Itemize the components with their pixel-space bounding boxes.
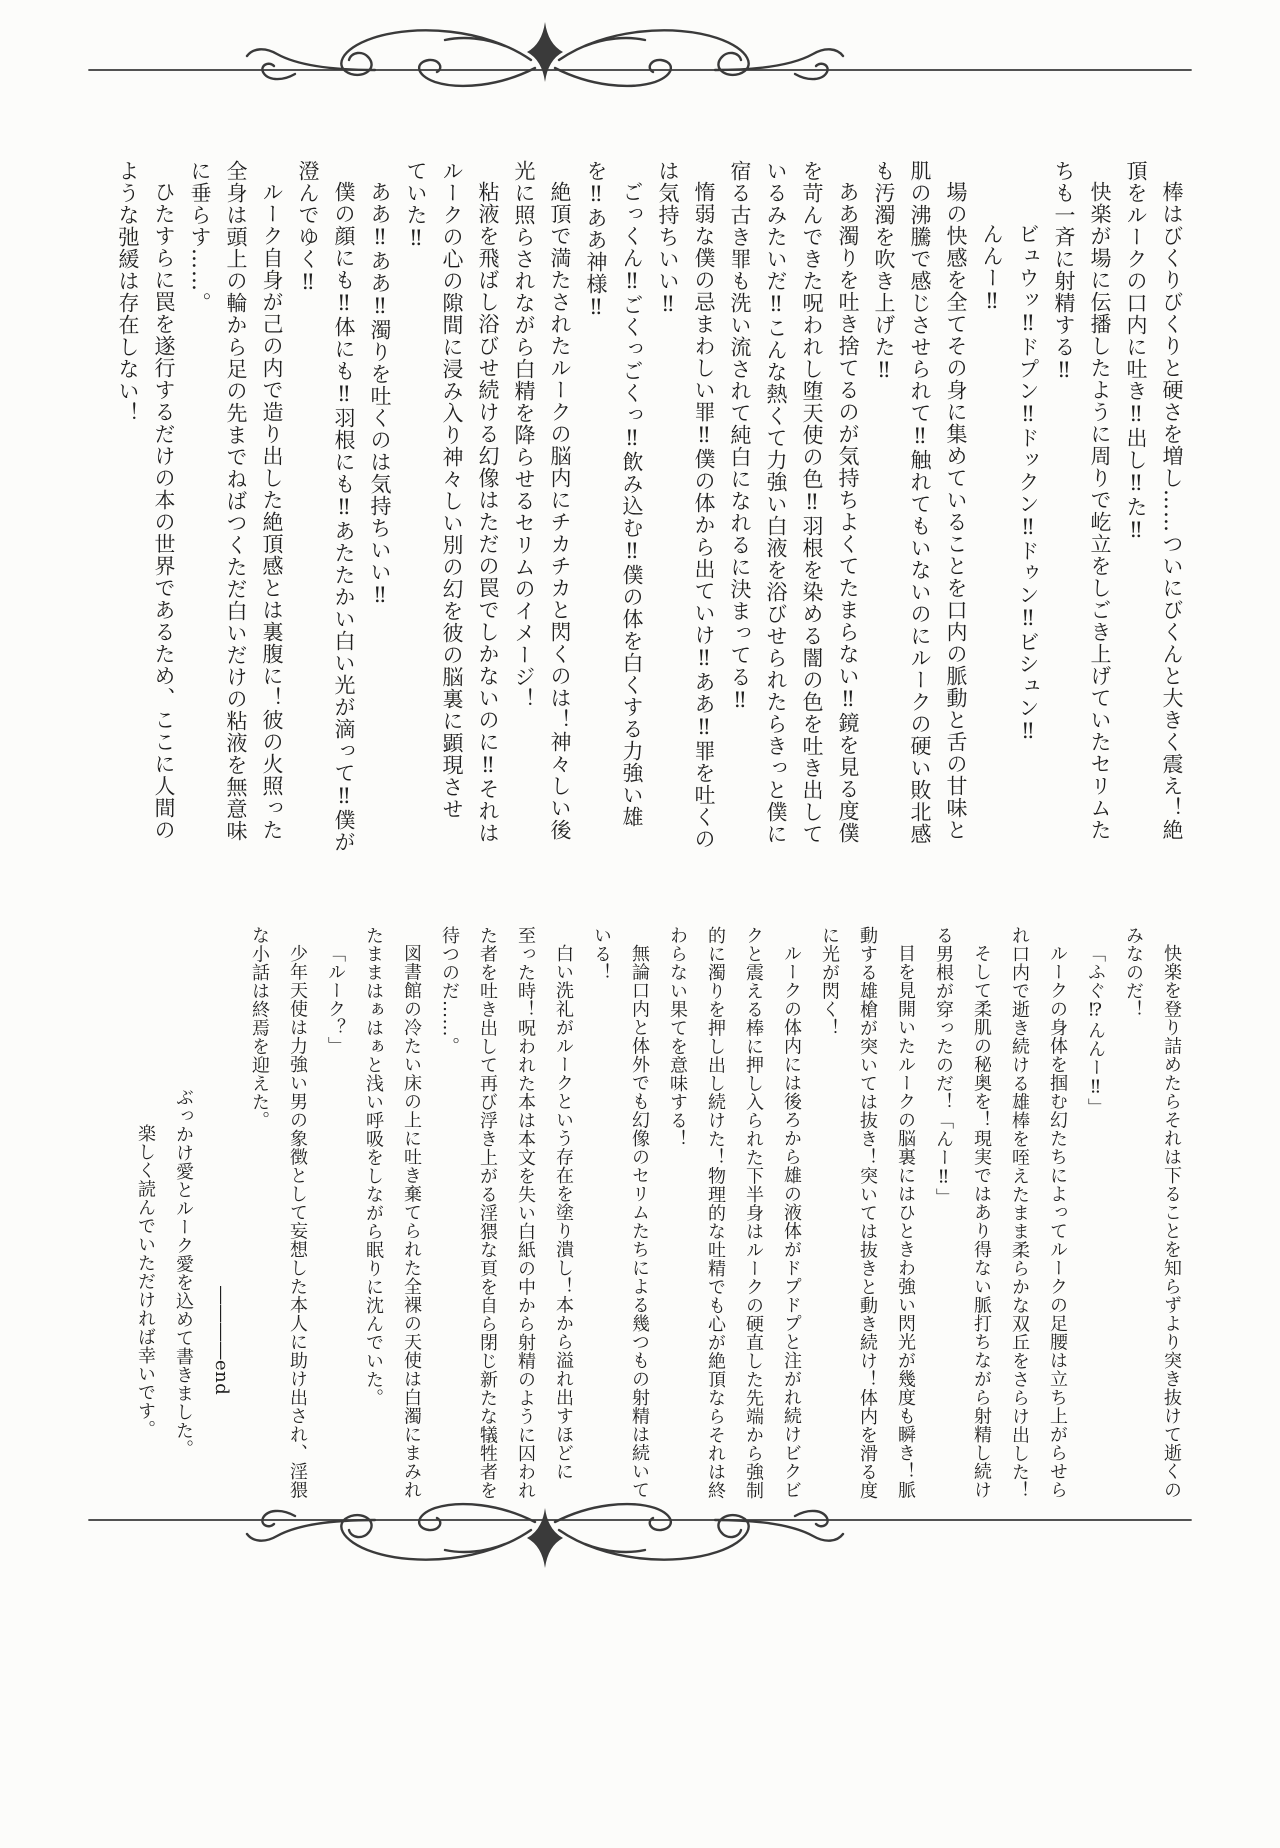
text-column: る男根が穿ったのだ！「んー‼」 [933,926,954,1207]
text-column: に垂らす……。 [188,160,212,314]
text-column: ルークの心の隙間に浸み入り神々しい別の幻を彼の脳裏に顕現させ [440,160,464,820]
text-column: 澄んでゆく‼ [296,160,320,295]
text-column: いるみたいだ‼こんな熱くて力強い白液を浴びせられたらきっと僕に [764,160,788,845]
lower-text-block [126,926,1190,1500]
text-column: ルークの身体を掴む幻たちによってルークの足腰は立ち上がらせら [1047,944,1068,1499]
text-column: 至った時！呪われた本は本文を失い白紙の中から射精のように囚われ [515,926,536,1500]
text-column: 少年天使は力強い男の象徴として妄想した本人に助け出され、淫猥 [287,944,308,1499]
text-column: 絶頂で満たされたルークの脳内にチカチカと閃くのは！神々しい後 [548,181,572,841]
center-star [527,1508,563,1568]
text-column: 肌の沸騰で感じさせられて‼触れてもいないのにルークの硬い敗北感 [908,160,932,845]
text-column: 的に濁りを押し出し続けた！物理的な吐精でも心が絶頂ならそれは終 [705,926,726,1500]
text-column: みなのだ！ [1123,926,1144,1019]
text-column: 粘液を飛ばし浴びせ続ける幻像はただの罠でしかないのに‼それは [476,181,500,844]
top-flourish-ornament [85,16,1195,96]
text-column: 宿る古き罪も洗い流されて純白になれるに決まってる‼ [728,160,752,713]
text-column: な小話は終焉を迎えた。 [249,926,270,1130]
text-column: たままはぁはぁと浅い呼吸をしながら眠りに沈んでいた。 [363,926,384,1407]
text-column: 僕の顔にも‼体にも‼羽根にも‼あたたかい白い光が滴って‼僕が [332,181,356,853]
text-column: に光が閃く！ [819,926,840,1037]
text-column: ああ‼ああ‼濁りを吐くのは気持ちいい‼ [368,181,392,608]
text-column: ような弛緩は存在しない！ [116,160,140,424]
text-column: ちも一斉に射精する‼ [1052,160,1076,383]
text-column: 頂をルークの口内に吐き‼出し‼た‼ [1124,160,1148,543]
text-column: は気持ちいい‼ [656,160,680,317]
afterword-column: 楽しく読んでいただければ幸いです。 [135,1124,156,1439]
text-column: 待つのだ……。 [439,926,460,1056]
text-column: ていた‼ [404,160,428,251]
text-column: 目を見開いたルークの脳裏にはひときわ強い閃光が幾度も瞬き！脈 [895,944,916,1499]
text-column: れ口内で逝き続ける雄棒を咥えたまま柔らかな双丘をさらけ出した！ [1009,926,1030,1500]
text-column: ビュウッ‼ドプン‼ドックン‼ドゥン‼ビシュン‼ [1016,223,1040,744]
text-column: 棒はびくりびくりと硬さを増し……ついにびくんと大きく震え！絶 [1160,181,1184,841]
end-marker: ――――end [211,1286,232,1396]
text-column: 白い洗礼がルークという存在を塗り潰し！本から溢れ出すほどに [553,944,574,1481]
text-column: ルーク自身が己の内で造り出した絶頂感とは裏腹に！彼の火照った [260,181,284,841]
text-column: を‼ああ神様‼ [584,160,608,320]
text-column: 場の快感を全てその身に集めていることを口内の脈動と舌の甘味と [944,181,968,841]
text-column: わらない果てを意味する！ [667,926,688,1148]
text-column: 「ふぐ⁉んんー‼」 [1085,944,1106,1117]
text-column: ルークの体内には後ろから雄の液体がドプドプと注がれ続けビクビ [781,944,802,1499]
text-column: を苛んできた呪われし堕天使の色‼羽根を染める闇の色を吐き出して [800,160,824,845]
text-column: 快楽を登り詰めたらそれは下ることを知らずより突き抜けて逝くの [1161,944,1182,1499]
text-column: 快楽が場に伝播したように周りで屹立をしごき上げていたセリムた [1088,181,1112,841]
upper-text-block [110,160,1190,853]
text-column: 光に照らされながら白精を降らせるセリムのイメージ！ [512,160,536,710]
afterword-column: ぶっかけ愛とルーク愛を込めて書きました。 [173,1088,194,1458]
text-column: ごっくん‼ごくっごくっ‼飲み込む‼僕の体を白くする力強い雄 [620,181,644,828]
text-column: いる！ [591,926,612,982]
text-column: 動する雄槍が突いては抜き！突いては抜きと動き続け！体内を滑る度 [857,926,878,1500]
text-column: 惰弱な僕の忌まわしい罪‼僕の体から出ていけ‼ああ‼罪を吐くの [692,181,716,850]
text-column: クと震える棒に押し入られた下半身はルークの硬直した先端から強制 [743,926,764,1500]
text-column: そして柔肌の秘奥を！現実ではあり得ない脈打ちながら射精し続け [971,944,992,1499]
center-star [527,22,563,82]
text-column: ああ濁りを吐き捨てるのが気持ちよくてたまらない‼鏡を見る度僕 [836,181,860,844]
text-column: んんー‼ [980,223,1004,314]
text-column: も汚濁を吹き上げた‼ [872,160,896,383]
text-column: 「ルーク？」 [325,944,346,1055]
text-column: た者を吐き出して再び浮き上がる淫猥な頁を自ら閉じ新たな犠牲者を [477,926,498,1500]
text-column: ひたすらに罠を遂行するだけの本の世界であるため、ここに人間の [152,181,176,841]
text-column: 全身は頭上の輪から足の先までねばつくただ白いだけの粘液を無意味 [224,160,248,842]
text-column: 図書館の冷たい床の上に吐き棄てられた全裸の天使は白濁にまみれ [401,944,422,1499]
text-column: 無論口内と体外でも幻像のセリムたちによる幾つもの射精は続いて [629,944,650,1499]
bottom-flourish-ornament [85,1494,1195,1574]
